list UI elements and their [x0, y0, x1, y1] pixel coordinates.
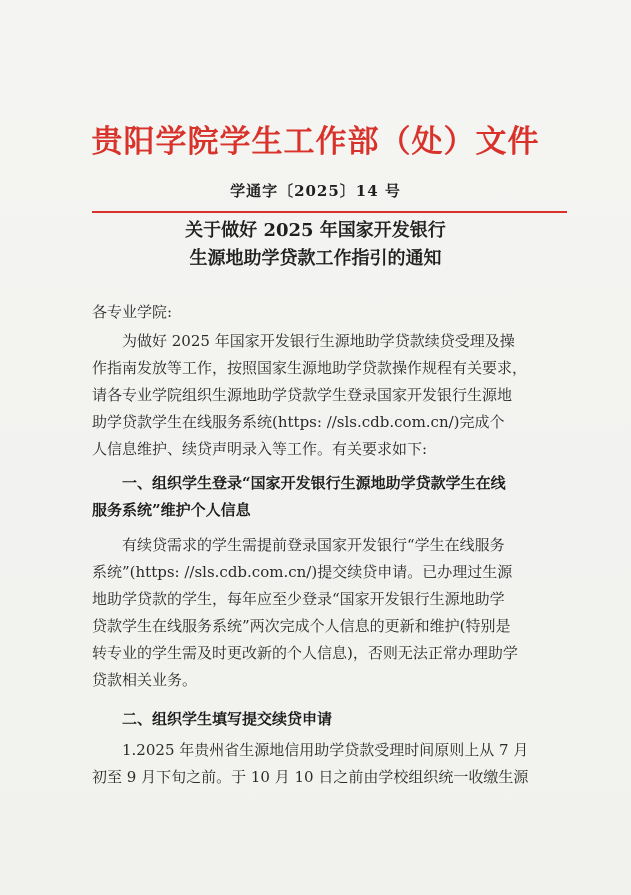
intro-line-3: 请各专业学院组织生源地助学贷款学生登录国家开发银行生源地 [92, 386, 513, 404]
section-1-text-line-3: 地助学贷款的学生，每年应至少登录“国家开发银行生源地助学 [92, 590, 505, 608]
intro-line-4: 助学贷款学生在线服务系统(https: //sls.cdb.com.cn/)完成个 [92, 413, 505, 431]
section-1-heading-line-2: 服务系统”维护个人信息 [92, 501, 251, 519]
intro-line-2: 作指南发放等工作，按照国家生源地助学贷款操作规程有关要求， [92, 359, 528, 377]
section-1-text-line-1: 有续贷需求的学生需提前登录国家开发银行“学生在线服务 [122, 536, 505, 554]
section-1-text-line-6: 贷款相关业务。 [92, 671, 198, 689]
notice-title-line-1: 关于做好 2025 年国家开发银行 [185, 220, 446, 241]
section-2-text-line-1: 1.2025 年贵州省生源地信用助学贷款受理时间原则上从 7 月 [122, 741, 529, 759]
document-number: 学通字〔2025〕14 号 [230, 182, 401, 200]
intro-line-5: 人信息维护、续贷声明录入等工作。有关要求如下: [92, 440, 428, 458]
section-2-text-line-2: 初至 9 月下旬之前。于 10 月 10 日之前由学校组织统一收缴生源 [92, 768, 529, 786]
notice-title-line-2: 生源地助学贷款工作指引的通知 [189, 248, 442, 269]
section-2-heading: 二、组织学生填写提交续贷申请 [122, 710, 333, 728]
intro-line-1: 为做好 2025 年国家开发银行生源地助学贷款续贷受理及操 [122, 332, 515, 350]
red-divider-line [92, 211, 567, 213]
section-1-heading-line-1: 一、组织学生登录“国家开发银行生源地助学贷款学生在线 [122, 474, 506, 492]
section-1-text-line-4: 贷款学生在线服务系统”两次完成个人信息的更新和维护(特别是 [92, 617, 511, 635]
salutation: 各专业学院: [92, 303, 173, 321]
section-1-text-line-5: 转专业的学生需及时更改新的个人信息)，否则无法正常办理助学 [92, 644, 518, 662]
section-1-text-line-2: 系统”(https: //sls.cdb.com.cn/)提交续贷申请。已办理过生源 [92, 563, 513, 581]
document-header-title: 贵阳学院学生工作部（处）文件 [91, 124, 540, 160]
